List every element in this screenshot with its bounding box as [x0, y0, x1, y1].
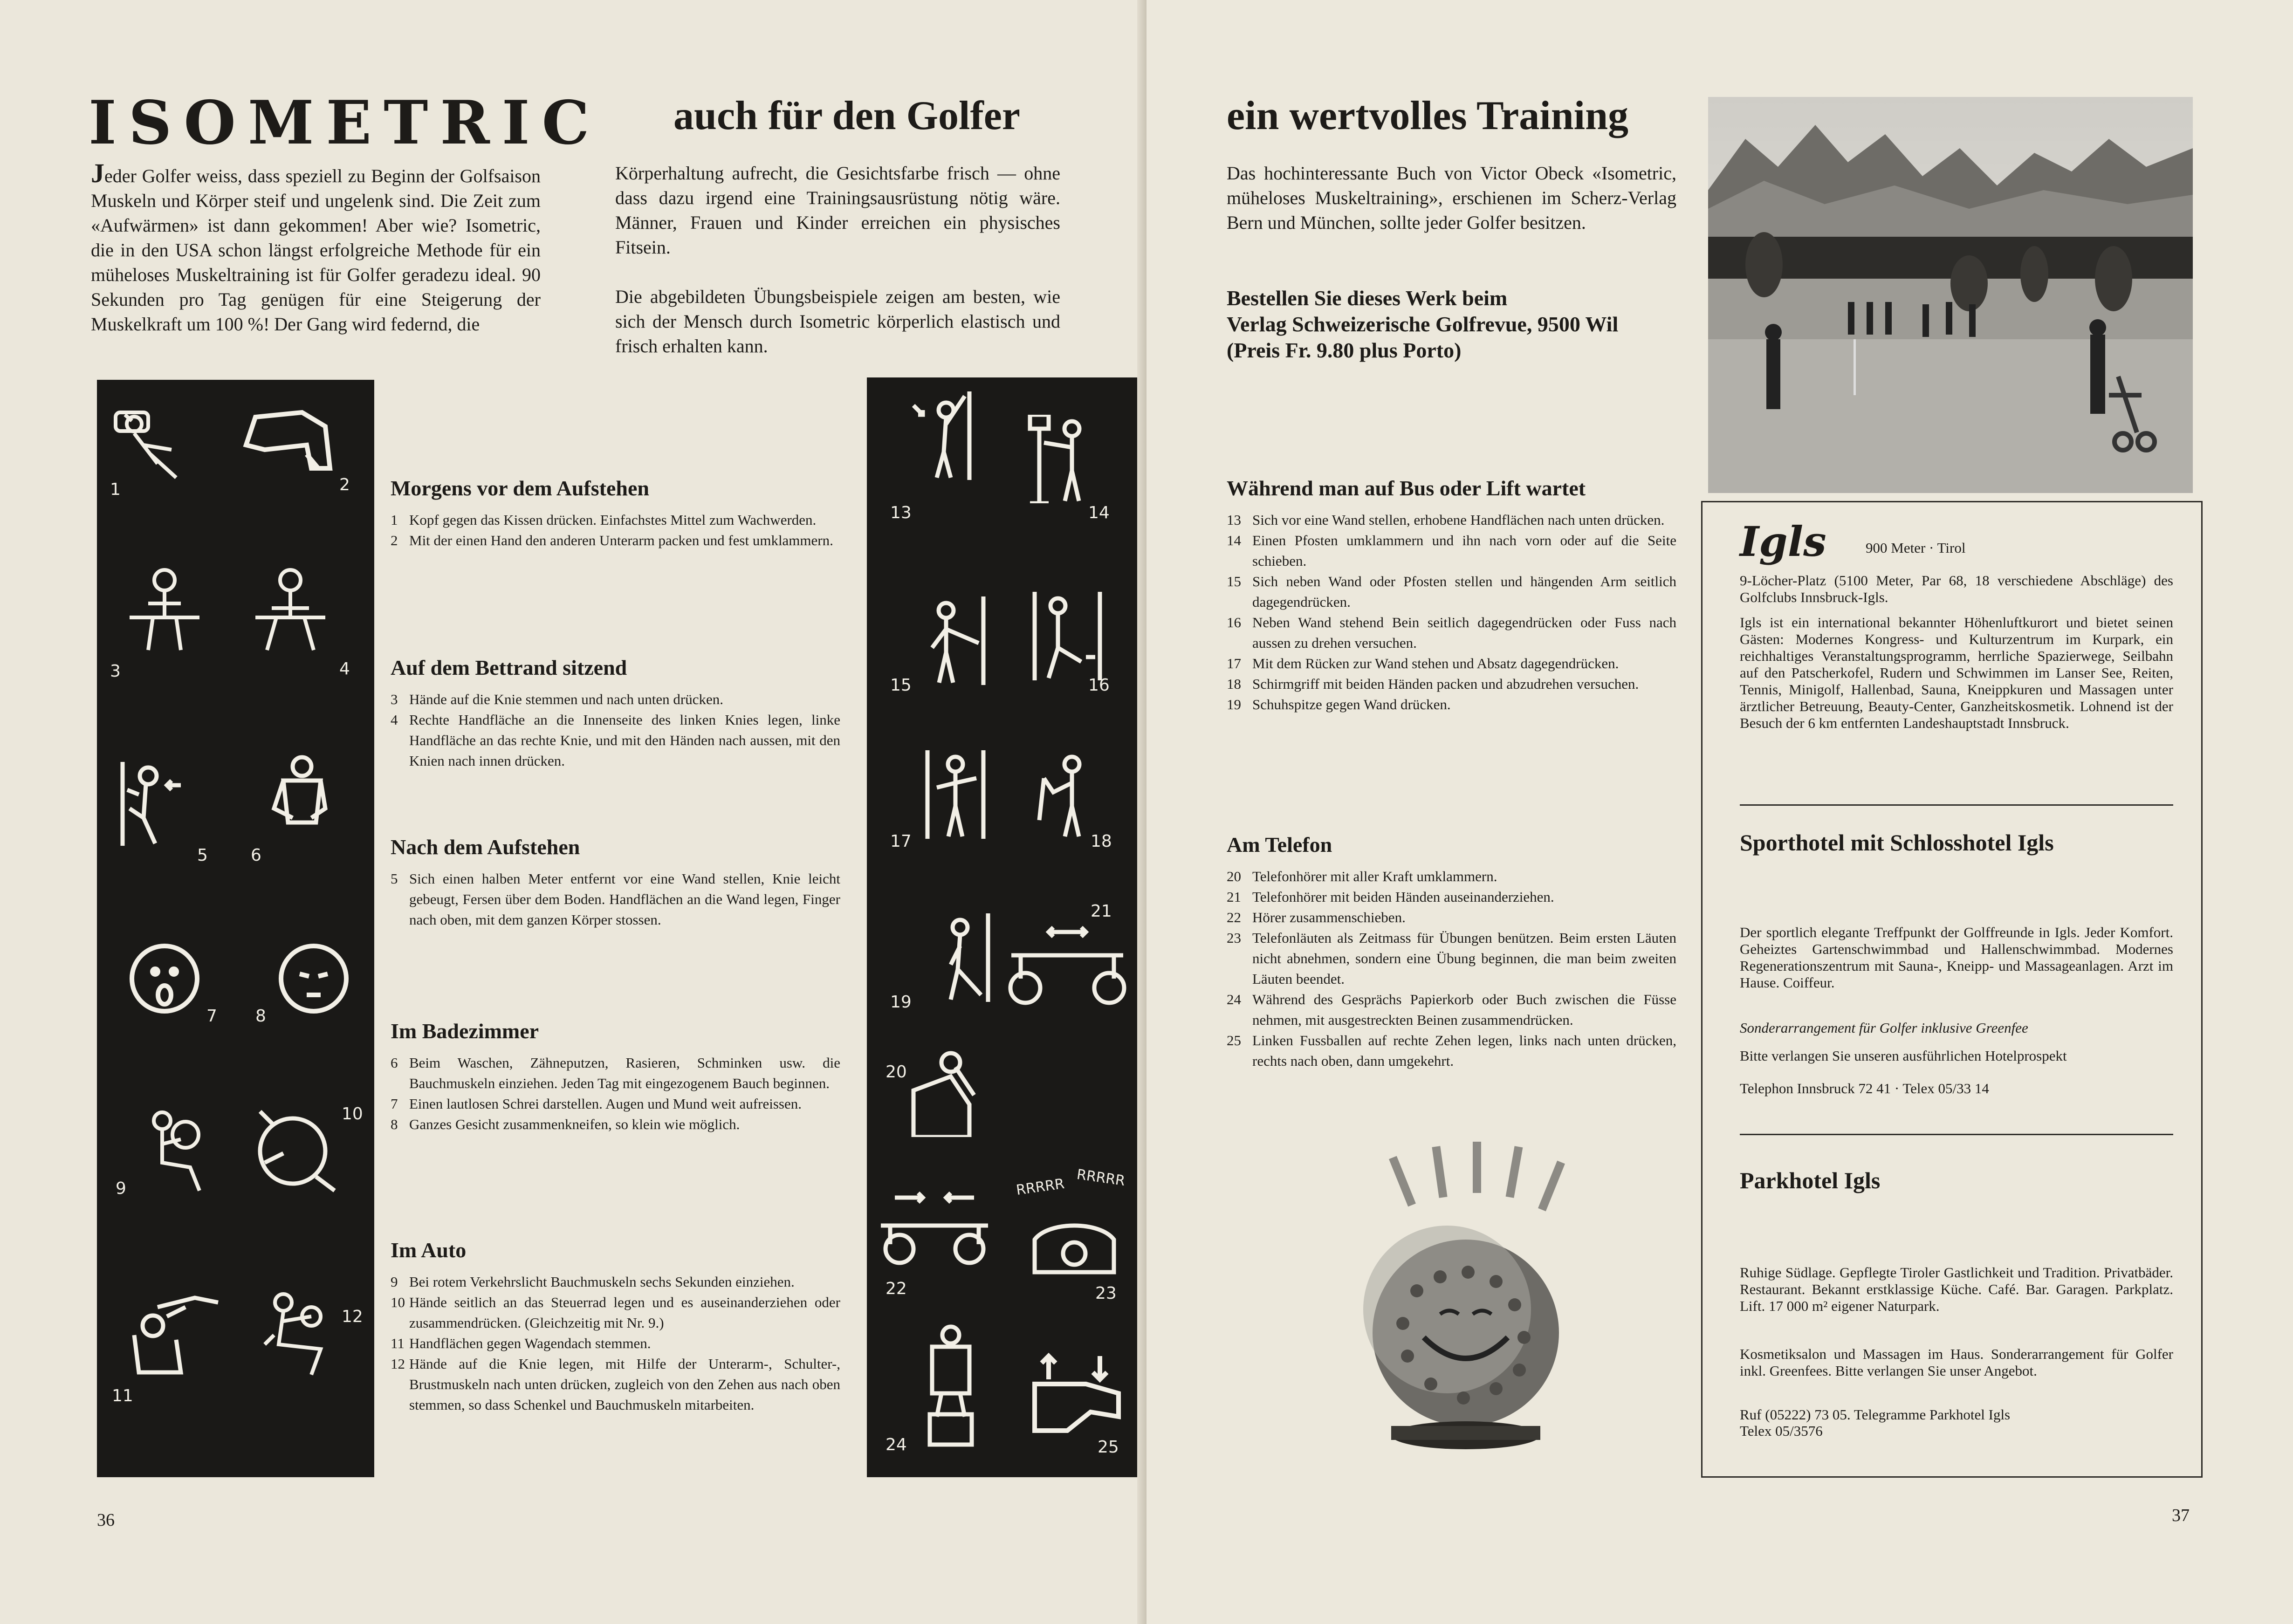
- hotel-description: Ruhige Südlage. Gepflegte Tiroler Gastlichkeit und Tradition. Privatbäder. Restaurant. Bekannt erstklassige Küche. Café. Bar. Garagen. Parkplatz. Lift. 17 000 m² eigener Naturpark.: [1740, 1264, 2173, 1314]
- exercise-panel-middle: [867, 377, 1142, 1477]
- list-item: 2 Mit der einen Hand den anderen Unterarm packen und fest umklammern.: [391, 532, 833, 548]
- intro-paragraph-2b: Die abgebildeten Übungsbeispiele zeigen am besten, wie sich der Mensch durch Isometric körperlich elastisch und frisch erhalten kann.: [615, 286, 1060, 356]
- figure-pictogram-icon: [125, 1288, 227, 1377]
- page-number: 36: [97, 1510, 115, 1530]
- figure-number: 18: [1091, 832, 1112, 851]
- hotel-prospect: Bitte verlangen Sie unseren ausführlichen Hotelprospekt: [1740, 1048, 2067, 1064]
- list-item: 22 Hörer zusammenschieben.: [1227, 909, 1406, 925]
- figure-number: 23: [1095, 1284, 1117, 1303]
- phone-ring-text-2: RRRRR: [1076, 1166, 1126, 1190]
- intro-paragraph-2a: Körperhaltung aufrecht, die Gesichtsfarbe frisch — ohne dass dazu irgend eine Trainingsausrüstung nötig wäre. Männer, Frauen und Kinder erreichen ein physisches Fitsein.: [615, 163, 1060, 258]
- figure-number: 22: [886, 1279, 907, 1298]
- list-item: 14 Einen Pfosten umklammern und ihn nach vorn oder auf die Seite schieben.: [1227, 532, 1676, 569]
- intro-column: [91, 158, 541, 336]
- order-line: Bestellen Sie dieses Werk beim: [1227, 286, 1508, 310]
- figure-number: 13: [890, 503, 912, 522]
- section-title: Während man auf Bus oder Lift wartet: [1227, 476, 1586, 500]
- figure-number: 9: [116, 1179, 126, 1198]
- list-item: 16 Neben Wand stehend Bein seitlich dagegendrücken oder Fuss nach aussen zu drehen versuchen.: [1227, 614, 1676, 651]
- telephone-icon: [872, 1179, 997, 1268]
- figure-number: 25: [1098, 1438, 1119, 1457]
- golf-ball-mascot-icon: [1342, 1137, 1575, 1473]
- figure-number: 14: [1088, 503, 1110, 522]
- order-block: [1227, 285, 1693, 363]
- list-item: 10 Hände seitlich an das Steuerrad legen und es auseinanderziehen oder zusammendrücken. (Gleichzeitig mit Nr. 9.): [391, 1294, 840, 1331]
- figure-pictogram-icon: [274, 939, 353, 1028]
- telephone-icon: [1021, 1202, 1128, 1291]
- page-number: 37: [2172, 1506, 2190, 1525]
- intro-dropcap: J: [91, 158, 104, 188]
- figure-number: 8: [255, 1007, 266, 1026]
- intro-column-2: [615, 161, 1060, 358]
- figure-pictogram-icon: [134, 1107, 213, 1195]
- figure-pictogram-icon: [255, 1288, 335, 1377]
- phone-ring-text: RRRRR: [1015, 1175, 1066, 1199]
- hotel-name: Parkhotel Igls: [1740, 1167, 1881, 1193]
- section-waiting: [1227, 475, 1676, 715]
- list-item: 3 Hände auf die Knie stemmen und nach unten drücken.: [391, 691, 724, 707]
- list-item: 23 Telefonläuten als Zeitmass für Übungen benützen. Beim ersten Läuten nicht abnehmen, sondern eine Übung beginnen, die man beim zweiten Läuten beendet.: [1227, 930, 1676, 987]
- list-item: 18 Schirmgriff mit beiden Händen packen und abzudrehen versuchen.: [1227, 676, 1639, 692]
- list-item: 5 Sich einen halben Meter entfernt vor eine Wand stellen, Knie leicht gebeugt, Fersen über dem Boden. Handflächen an die Wand legen, Finger nach oben, mit dem ganzen Körper stossen.: [391, 870, 840, 928]
- hotel-description: Der sportlich elegante Treffpunkt der Golffreunde in Igls. Jeder Komfort. Geheiztes Gartenschwimmbad und Hallenschwimmbad. Modernes Regenerationszentrum mit Sauna-, Kneipp- und Massageanlagen. Arzt im Hause. Coiffeur.: [1740, 924, 2173, 991]
- list-item: 7 Einen lautlosen Schrei darstellen. Augen und Mund weit aufreissen.: [391, 1096, 802, 1112]
- figure-pictogram-icon: [125, 939, 204, 1028]
- figure-number: 3: [110, 662, 121, 681]
- order-line: Verlag Schweizerische Golfrevue, 9500 Wil: [1227, 312, 1619, 336]
- igls-logo: Igls: [1740, 517, 1826, 566]
- section-telephone: [1227, 832, 1676, 1071]
- divider: [1740, 1134, 2173, 1135]
- telephone-icon: [1002, 923, 1133, 1011]
- hotel-contact: Ruf (05222) 73 05. Telegramme Parkhotel Igls: [1740, 1406, 2011, 1423]
- section-title: Am Telefon: [1227, 833, 1332, 857]
- figure-number: 15: [890, 676, 912, 695]
- figure-number: 17: [890, 832, 912, 851]
- divider: [1740, 804, 2173, 806]
- figure-number: 4: [339, 659, 350, 678]
- ad-igls-description: Igls ist ein international bekannter Höhenluftkurort und bietet seinen Gästen: Modernes Kongress- und Kulturzentrum im Kurpark, ein reichhaltiges Veranstaltungsprogramm, herrliche Spazierwege, Seilbahn auf den Patscherkofel, Rudern und Schwimmen im Lanser See, Reiten, Tennis, Minigolf, Hallenbad, Sauna, Kneippkuren und Massagen unter ärztlicher Betreuung, Beauty-Center, Ganzheitskosmetik. Lohnend ist der Besuch der 6 km entfernten Landeshauptstadt Innsbruck.: [1740, 614, 2173, 731]
- figure-number: 10: [342, 1104, 363, 1124]
- section-bed-edge: [391, 655, 840, 771]
- figure-pictogram-icon: [1021, 1347, 1128, 1440]
- list-item: 25 Linken Fussballen auf rechte Zehen legen, links nach unten drücken, rechts nach oben, dann umgekehrt.: [1227, 1032, 1676, 1069]
- figure-number: 11: [112, 1386, 133, 1405]
- section-car: [391, 1237, 840, 1415]
- right-page: [1146, 0, 2293, 1624]
- figure-number: 2: [339, 475, 350, 494]
- figure-number: 6: [251, 846, 261, 865]
- figure-pictogram-icon: [125, 566, 204, 655]
- telephone-icon: [895, 1048, 1002, 1137]
- hotel-name: Sporthotel mit Schlosshotel Igls: [1740, 829, 2054, 856]
- section-title: Auf dem Bettrand sitzend: [391, 656, 627, 679]
- figure-pictogram-icon: [255, 753, 335, 841]
- list-item: 1 Kopf gegen das Kissen drücken. Einfachstes Mittel zum Wachwerden.: [391, 512, 817, 528]
- list-item: 4 Rechte Handfläche an die Innenseite des linken Knies legen, linke Handfläche an das rechte Knie, und mit den Händen nach aussen, mit den Knien nach innen drücken.: [391, 712, 840, 769]
- figure-number: 7: [206, 1007, 217, 1026]
- list-item: 9 Bei rotem Verkehrslicht Bauchmuskeln sechs Sekunden einziehen.: [391, 1274, 795, 1290]
- hotel-offer: Sonderarrangement für Golfer inklusive Greenfee: [1740, 1020, 2028, 1036]
- list-item: 11 Handflächen gegen Wagendach stemmen.: [391, 1335, 651, 1351]
- figure-pictogram-icon: [923, 913, 1002, 1002]
- list-item: 19 Schuhspitze gegen Wand drücken.: [1227, 696, 1451, 713]
- figure-pictogram-icon: [918, 750, 997, 839]
- figure-pictogram-icon: [913, 596, 993, 685]
- section-title: Nach dem Aufstehen: [391, 835, 580, 859]
- figure-pictogram-icon: [1025, 750, 1105, 839]
- left-page: [0, 0, 1146, 1624]
- golf-course-photo: [1708, 97, 2193, 493]
- figure-pictogram-icon: [111, 757, 190, 846]
- list-item: 20 Telefonhörer mit aller Kraft umklammern.: [1227, 868, 1497, 884]
- igls-logo-sub: 900 Meter · Tirol: [1866, 540, 1966, 556]
- order-line: (Preis Fr. 9.80 plus Porto): [1227, 338, 1462, 362]
- page-title: ein wertvolles Training: [1227, 93, 1629, 138]
- figure-pictogram-icon: [246, 1107, 349, 1195]
- hotel-telex: Telex 05/3576: [1740, 1423, 1823, 1439]
- figure-pictogram-icon: [1030, 592, 1109, 680]
- figure-pictogram-icon: [251, 566, 330, 655]
- list-item: 8 Ganzes Gesicht zusammenkneifen, so klein wie möglich.: [391, 1116, 740, 1132]
- section-title: Im Badezimmer: [391, 1019, 539, 1043]
- figure-number: 19: [890, 993, 912, 1012]
- figure-number: 1: [110, 480, 121, 499]
- page-subtitle: auch für den Golfer: [673, 93, 1020, 138]
- figure-number: 21: [1091, 902, 1112, 921]
- figure-number: 12: [342, 1307, 363, 1326]
- figure-number: 20: [886, 1062, 907, 1082]
- list-item: 12 Hände auf die Knie legen, mit Hilfe der Unterarm-, Schulter-, Brustmuskeln nach unten drücken, zugleich von den Zehen aus nach oben stemmen, so dass Schenkel und Bauchmuskeln mitarbeiten.: [391, 1356, 840, 1413]
- figure-pictogram-icon: [904, 1323, 997, 1449]
- section-bathroom: [391, 1018, 840, 1135]
- list-item: 24 Während des Gesprächs Papierkorb oder Buch zwischen die Füsse nehmen, mit ausgestreckten Beinen zusammendrücken.: [1227, 991, 1676, 1028]
- igls-advertisement: [1701, 501, 2203, 1478]
- figure-number: 24: [886, 1435, 907, 1454]
- section-title: Morgens vor dem Aufstehen: [391, 476, 649, 500]
- intro-text: eder Golfer weiss, dass speziell zu Beginn der Golfsaison Muskeln und Körper steif und ungelenk sind. Die Zeit zum «Aufwärmen» ist dann gekommen! Aber wie? Isometric, die in den USA schon längst erfolgreiche Methode für ein müheloses Muskeltraining ist für Golfer geradezu ideal. 90 Sekunden pro Tag genügen für eine Steigerung der Muskelkraft um 100 %! Der Gang wird federnd, die: [91, 165, 541, 335]
- hotel-contact: Telephon Innsbruck 72 41 · Telex 05/33 14: [1740, 1080, 1989, 1096]
- ad-golf-course: 9-Löcher-Platz (5100 Meter, Par 68, 18 verschiedene Abschläge) des Golfclubs Innsbruck-Igls.: [1740, 572, 2173, 605]
- figure-pictogram-icon: [237, 398, 339, 487]
- list-item: 13 Sich vor eine Wand stellen, erhobene Handflächen nach unten drücken.: [1227, 512, 1665, 528]
- exercise-panel-left: [97, 380, 374, 1477]
- figure-number: 16: [1088, 676, 1110, 695]
- figure-number: 5: [197, 846, 208, 865]
- section-morning: [391, 475, 840, 551]
- list-item: 21 Telefonhörer mit beiden Händen auseinanderziehen.: [1227, 889, 1554, 905]
- page-title: ISOMETRIC: [89, 88, 602, 158]
- hotel-offer: Kosmetiksalon und Massagen im Haus. Sonderarrangement für Golfer inkl. Greenfees. Bitte verlangen Sie unser Angebot.: [1740, 1346, 2173, 1379]
- list-item: 17 Mit dem Rücken zur Wand stehen und Absatz dagegendrücken.: [1227, 655, 1619, 672]
- book-paragraph: Das hochinteressante Buch von Victor Obeck «Isometric, müheloses Muskeltraining», erschienen im Scherz-Verlag Bern und München, sollte jeder Golfer besitzen.: [1227, 163, 1676, 233]
- figure-pictogram-icon: [1021, 415, 1100, 503]
- list-item: 6 Beim Waschen, Zähneputzen, Rasieren, Schminken usw. die Bauchmuskeln einziehen. Jeden Tag mit eingezogenem Bauch beginnen.: [391, 1055, 840, 1091]
- figure-pictogram-icon: [876, 391, 993, 480]
- section-after-rising: [391, 834, 840, 930]
- section-title: Im Auto: [391, 1238, 467, 1262]
- list-item: 15 Sich neben Wand oder Pfosten stellen und hängenden Arm seitlich dagegendrücken.: [1227, 573, 1676, 610]
- figure-pictogram-icon: [106, 398, 185, 487]
